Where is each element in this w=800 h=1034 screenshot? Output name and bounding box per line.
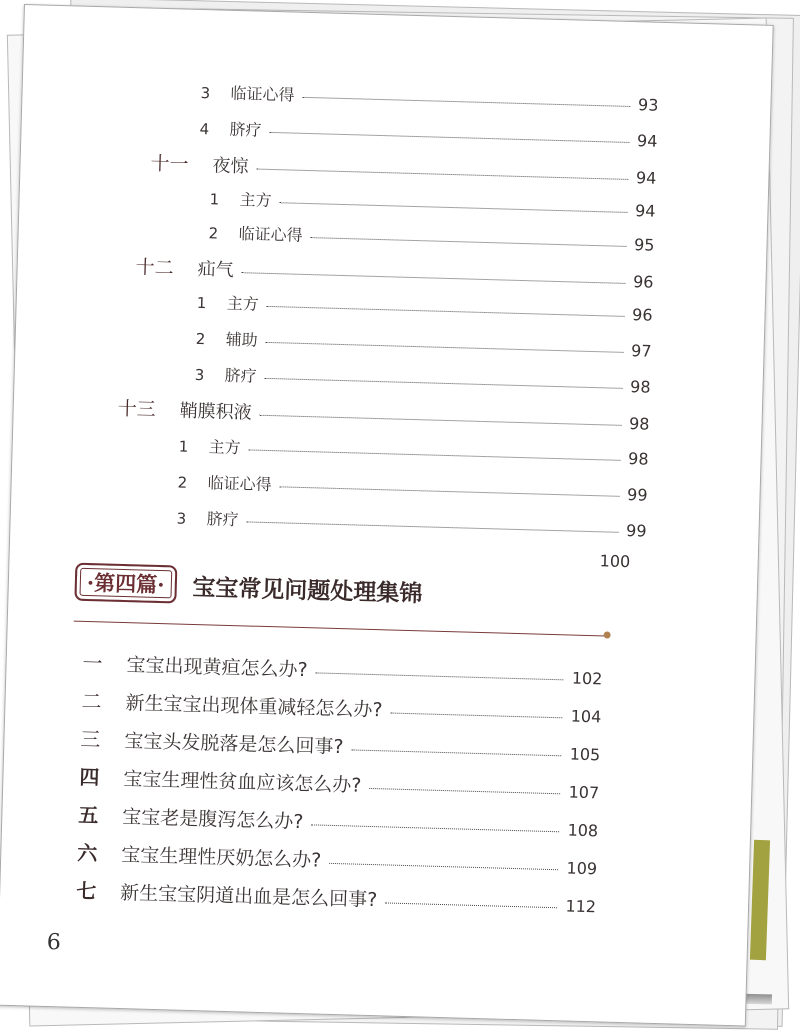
entry-title: 脐疗	[206, 509, 239, 530]
dot-leader	[260, 415, 622, 426]
section-number: 十三	[117, 397, 157, 421]
dot-leader	[316, 672, 564, 680]
entry-page: 108	[567, 820, 599, 841]
entry-page: 97	[630, 341, 652, 361]
dot-leader	[390, 713, 562, 719]
toc-page	[0, 4, 774, 1027]
entry-title: 脐疗	[224, 365, 257, 386]
entry-title: 主方	[208, 437, 241, 458]
entry-page: 93	[637, 95, 659, 115]
entry-page: 94	[634, 201, 656, 221]
question-number: 五	[78, 802, 99, 828]
dot-leader	[266, 342, 624, 353]
entry-page: 112	[565, 896, 597, 917]
toc-question-entry	[76, 875, 597, 919]
question-title: 宝宝出现黄疸怎么办?	[126, 654, 308, 682]
dot-leader	[265, 378, 623, 389]
toc-entry	[199, 116, 657, 152]
entry-title: 临证心得	[207, 473, 272, 495]
entry-title: 临证心得	[238, 224, 303, 245]
entry-page: 109	[566, 858, 598, 879]
entry-number: 3	[200, 83, 211, 103]
entry-page: 96	[632, 272, 654, 292]
section-title: 疝气	[197, 258, 234, 281]
dot-leader	[270, 132, 630, 143]
entry-page: 94	[636, 131, 658, 151]
toc-entry	[194, 362, 650, 398]
entry-page: 94	[635, 168, 657, 188]
heading-rule	[74, 621, 606, 637]
dot-leader	[311, 237, 627, 247]
entry-number: 2	[195, 329, 206, 349]
toc-entry	[208, 220, 654, 255]
entry-page: 100	[599, 551, 631, 572]
question-number: 七	[75, 878, 97, 904]
entry-number: 4	[199, 119, 210, 139]
dot-leader	[242, 272, 626, 284]
toc-question-entry	[82, 647, 603, 691]
entry-number: 3	[176, 509, 187, 528]
section-title: 鞘膜积液	[179, 400, 252, 424]
dot-leader	[369, 788, 560, 794]
dot-leader	[385, 902, 557, 908]
entry-page: 102	[571, 668, 603, 689]
entry-page: 104	[570, 706, 602, 727]
dot-leader	[280, 202, 628, 213]
dot-leader	[303, 97, 631, 107]
question-number: 三	[80, 726, 101, 752]
dot-leader	[280, 486, 620, 496]
entry-title: 主方	[239, 190, 272, 210]
entry-number: 2	[208, 224, 219, 243]
toc-entry	[195, 326, 651, 362]
toc-section-entry	[135, 252, 654, 293]
entry-number: 1	[209, 190, 220, 209]
question-title: 宝宝老是腹泻怎么办?	[122, 806, 304, 834]
question-number: 二	[81, 688, 102, 714]
entry-page: 98	[628, 414, 650, 434]
question-number: 四	[79, 764, 100, 790]
dot-leader	[247, 521, 619, 532]
dot-leader	[329, 863, 558, 870]
trailing-page-number	[599, 551, 630, 571]
section-title: 夜惊	[212, 155, 249, 178]
dot-leader	[249, 449, 621, 460]
toc-entry	[209, 186, 655, 221]
entry-number: 2	[177, 473, 188, 492]
question-number: 一	[82, 650, 103, 676]
toc-section-entry	[117, 394, 650, 436]
section-number: 十一	[150, 152, 189, 176]
dot-leader	[256, 169, 628, 180]
rule-ornament	[604, 631, 611, 638]
dot-leader	[267, 306, 625, 317]
entry-page: 96	[631, 305, 653, 325]
entry-page: 105	[569, 744, 601, 765]
entry-number: 1	[196, 293, 207, 313]
question-title: 新生宝宝出现体重减轻怎么办?	[125, 692, 383, 722]
entry-page: 99	[625, 521, 647, 541]
question-title: 宝宝生理性贫血应该怎么办?	[123, 768, 362, 797]
entry-title: 脐疗	[229, 119, 262, 140]
entry-number: 3	[194, 365, 205, 385]
toc-question-entry	[80, 723, 601, 767]
entry-page: 98	[627, 449, 649, 469]
toc-entry	[177, 469, 647, 505]
entry-title: 临证心得	[230, 83, 295, 105]
dot-leader	[351, 749, 561, 756]
entry-title: 主方	[226, 293, 259, 314]
toc-entry	[178, 433, 648, 469]
part-title: 宝宝常见问题处理集锦	[192, 573, 423, 607]
part-badge: ·第四篇·	[74, 563, 177, 604]
toc-entry	[176, 505, 646, 541]
toc-question-entry	[78, 799, 599, 843]
toc-entry	[200, 80, 658, 116]
section-number: 十二	[135, 256, 175, 280]
entry-page: 107	[568, 782, 600, 803]
entry-page: 99	[626, 485, 648, 505]
toc-entry	[196, 290, 652, 326]
toc-question-entry	[79, 761, 600, 805]
question-title: 宝宝生理性厌奶怎么办?	[120, 844, 322, 872]
question-title: 宝宝头发脱落是怎么回事?	[124, 730, 344, 759]
dot-leader	[311, 824, 559, 832]
part-heading	[74, 563, 423, 611]
entry-page: 98	[629, 377, 651, 397]
question-title: 新生宝宝阴道出血是怎么回事?	[119, 882, 378, 912]
toc-question-entry	[81, 685, 602, 729]
page-number: 6	[46, 930, 62, 956]
toc-question-entry	[77, 837, 598, 881]
entry-page: 95	[633, 235, 655, 255]
entry-number: 1	[178, 437, 189, 456]
toc-section-entry	[150, 149, 657, 190]
question-number: 六	[76, 840, 98, 866]
entry-title: 辅助	[225, 329, 258, 350]
